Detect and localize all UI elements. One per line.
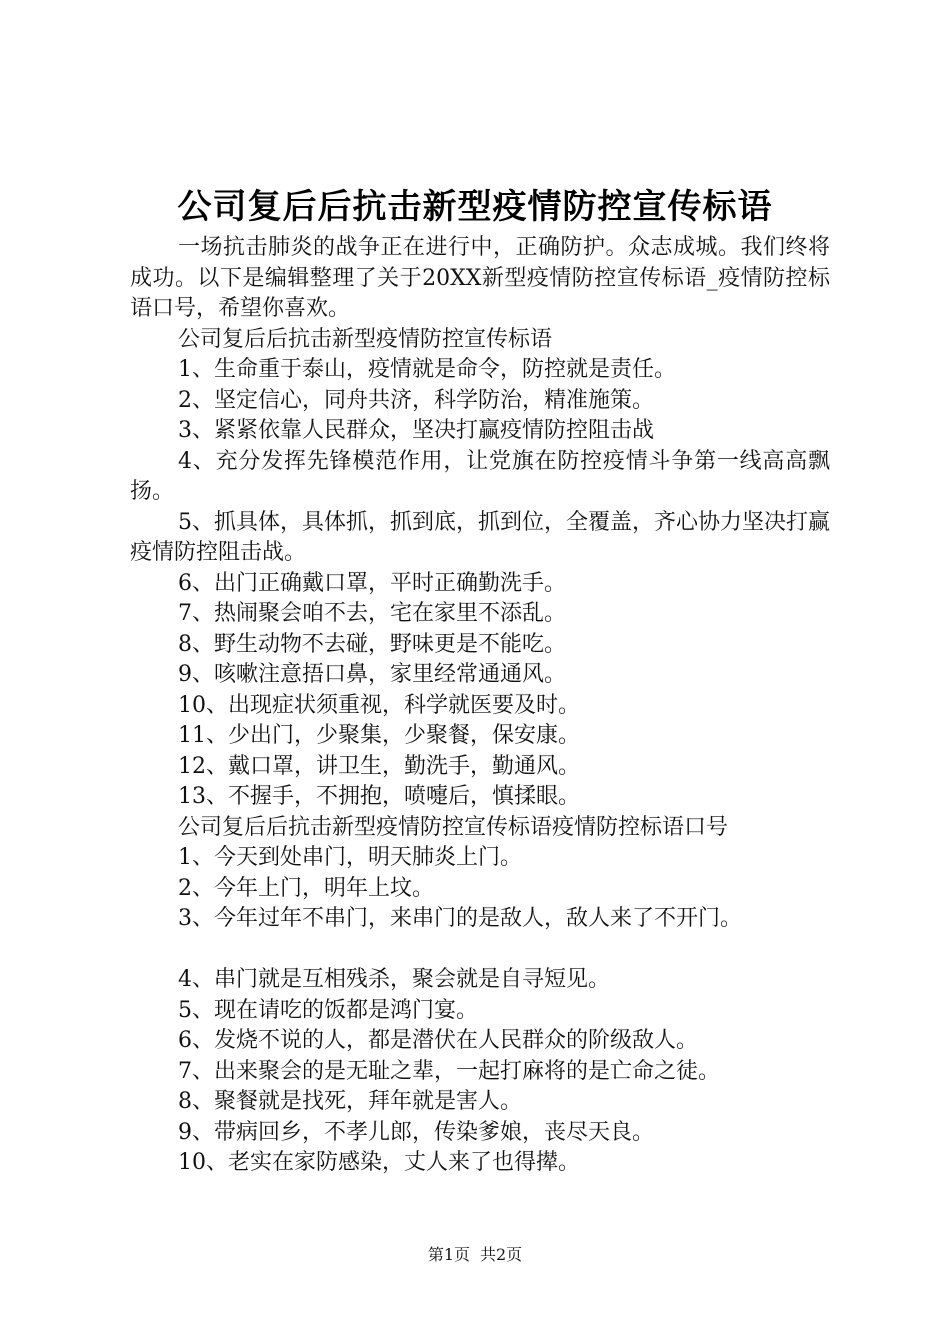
slogan-item: 2、今年上门，明年上坟。: [178, 875, 434, 901]
page-number-total: 共2页: [480, 1245, 523, 1264]
document-body: [130, 233, 830, 1179]
slogan-item: 1、今天到处串门，明天肺炎上门。: [178, 845, 522, 870]
slogan-item: 10、老实在家防感染，丈人来了也得撵。: [178, 1150, 580, 1175]
slogan-item: 9、咳嗽注意捂口鼻，家里经常通通风。: [178, 662, 566, 687]
slogan-item: 4、串门就是互相残杀，聚会就是自寻短见。: [178, 967, 610, 992]
slogan-item: 3、今年过年不串门，来串门的是敌人，敌人来了不开门。: [178, 906, 742, 931]
section-heading: 公司复后后抗击新型疫情防控宣传标语: [178, 326, 553, 352]
page-footer: [0, 1243, 950, 1267]
slogan-item: 11、少出门，少聚集，少聚餐，保安康。: [178, 723, 580, 748]
slogan-item: 6、出门正确戴口罩，平时正确勤洗手。: [178, 570, 566, 596]
slogan-item: 12、戴口罩，讲卫生，勤洗手，勤通风。: [178, 753, 580, 779]
slogan-item: 2、坚定信心，同舟共济，科学防治，精准施策。: [178, 387, 654, 413]
slogan-item: 9、带病回乡，不孝儿郎，传染爹娘，丧尽天良。: [178, 1119, 654, 1145]
blank-line: [130, 935, 830, 966]
slogan-item: 5、抓具体，具体抓，抓到底，抓到位，全覆盖，齐心协力坚决打赢疫情防控阻击战。: [130, 509, 830, 565]
slogan-item: 10、出现症状须重视，科学就医要及时。: [178, 692, 580, 718]
intro-paragraph: 一场抗击肺炎的战争正在进行中，正确防护。众志成城。我们终将成功。以下是编辑整理了关于20XX新型疫情防控宣传标语_疫情防控标语口号，希望你喜欢。: [130, 235, 830, 321]
slogan-item: 7、热闹聚会咱不去，宅在家里不添乱。: [178, 601, 566, 626]
section-heading: 公司复后后抗击新型疫情防控宣传标语疫情防控标语口号: [178, 814, 729, 840]
slogan-item: 7、出来聚会的是无耻之辈，一起打麻将的是亡命之徒。: [178, 1058, 720, 1084]
slogan-item: 8、野生动物不去碰，野味更是不能吃。: [178, 631, 566, 657]
slogan-item: 13、不握手，不拥抱，喷嚏后，慎揉眼。: [178, 784, 580, 809]
document-title: 公司复后后抗击新型疫情防控宣传标语: [177, 187, 773, 227]
slogan-item: 8、聚餐就是找死，拜年就是害人。: [178, 1089, 522, 1114]
page-number-current: 第1页: [427, 1245, 470, 1264]
slogan-item: 5、现在请吃的饭都是鸿门宴。: [178, 997, 478, 1023]
slogan-item: 4、充分发挥先锋模范作用，让党旗在防控疫情斗争第一线高高飘扬。: [130, 448, 830, 504]
slogan-item: 6、发烧不说的人，都是潜伏在人民群众的阶级敌人。: [178, 1028, 698, 1053]
slogan-item: 1、生命重于泰山，疫情就是命令，防控就是责任。: [178, 357, 676, 382]
slogan-item: 3、紧紧依靠人民群众，坚决打赢疫情防控阻击战: [178, 418, 654, 443]
